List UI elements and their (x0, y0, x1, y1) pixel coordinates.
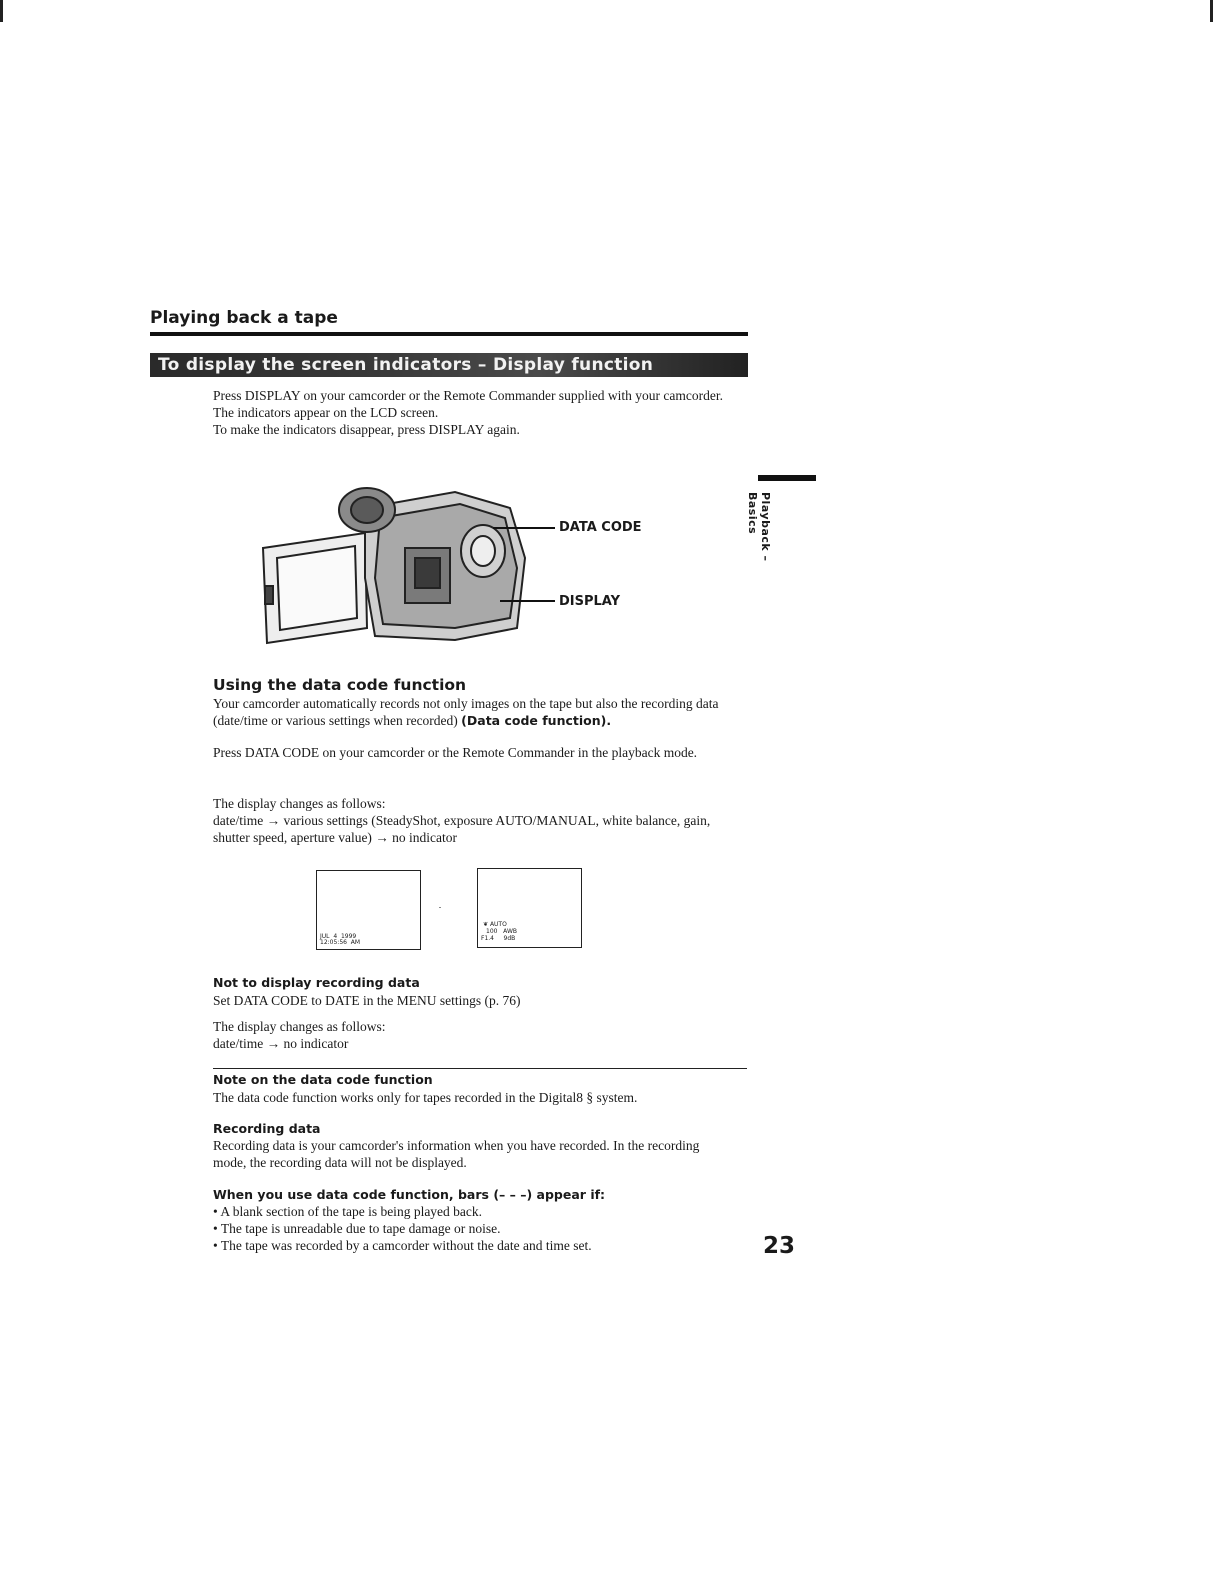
separator-dot (439, 907, 441, 908)
lcd-panel (263, 533, 367, 643)
data-code-heading: Using the data code function (213, 676, 467, 694)
lcd-screen-settings (477, 868, 582, 948)
lcd-screen-datetime (316, 870, 421, 950)
osd-steadyshot-line (483, 921, 507, 928)
list-item: • A blank section of the tape is being played back. (213, 1204, 483, 1219)
intro-line: Press DISPLAY on your camcorder or the Remote Commander supplied with your camcorder. (213, 388, 724, 403)
data-code-instruction: Press DATA CODE on your camcorder or the Remote Commander in the playback mode. (213, 745, 698, 760)
paragraph-bold-text: (Data code function). (461, 713, 612, 728)
scan-edge-mark (1210, 0, 1213, 22)
side-tab-marker (758, 475, 816, 481)
side-tab-label: Playback – Basics (746, 492, 772, 562)
list-item: • The tape is unreadable due to tape damage or noise. (213, 1221, 501, 1236)
intro-line: The indicators appear on the LCD screen. (213, 405, 439, 420)
sequence-text: date/time → no indicator (213, 1036, 349, 1051)
osd-time: 12:05:56 AM (320, 939, 361, 946)
section-rule (150, 332, 748, 336)
eyepiece (461, 525, 505, 577)
camcorder-illustration (255, 478, 555, 653)
sequence-intro: The display changes as follows: (213, 796, 386, 811)
osd-exposure-mode: AUTO (489, 921, 507, 928)
data-code-label: DATA CODE (559, 520, 642, 535)
not-display-sequence (213, 1018, 613, 1052)
scan-edge-mark (0, 0, 3, 22)
banner-heading: To display the screen indicators – Display function (150, 353, 748, 377)
osd-date: JUL 4 1999 (320, 933, 357, 940)
data-code-paragraph (213, 695, 743, 729)
steadyshot-icon: ❦ (483, 921, 490, 928)
recording-data-heading: Recording data (213, 1121, 321, 1136)
notes-rule (213, 1068, 747, 1069)
page-number: 23 (763, 1233, 796, 1259)
note-heading: Note on the data code function (213, 1072, 433, 1087)
display-label: DISPLAY (559, 594, 621, 609)
recording-data-text: Recording data is your camcorder's information when you have recorded. In the recording mode, the recording data will not be displayed. (213, 1138, 700, 1170)
intro-paragraph (213, 387, 733, 438)
section-title: Playing back a tape (150, 308, 338, 328)
sequence-intro: The display changes as follows: (213, 1019, 386, 1034)
osd-aperture-gain: F1.4 9dB (481, 935, 516, 942)
not-display-instruction: Set DATA CODE to DATE in the MENU settings (p. 76) (213, 993, 521, 1008)
not-display-heading: Not to display recording data (213, 975, 420, 990)
bars-conditions-list (213, 1203, 592, 1254)
list-item: • The tape was recorded by a camcorder without the date and time set. (213, 1238, 592, 1253)
intro-line: To make the indicators disappear, press DISPLAY again. (213, 422, 520, 437)
paragraph-text: Your camcorder automatically records not only images on the tape but also the recording data (date/time or various settings when recorded) (213, 696, 719, 728)
osd-shutter-wb: 100 AWB (486, 928, 517, 935)
bars-heading: When you use data code function, bars (– – –) appear if: (213, 1187, 606, 1202)
note-text: The data code function works only for tapes recorded in the Digital8 § system. (213, 1090, 638, 1105)
sequence-text: date/time → various settings (SteadyShot, exposure AUTO/MANUAL, white balance, gain, shutter speed, aperture value) → no indicator (213, 813, 711, 845)
data-code-sequence (213, 795, 748, 846)
